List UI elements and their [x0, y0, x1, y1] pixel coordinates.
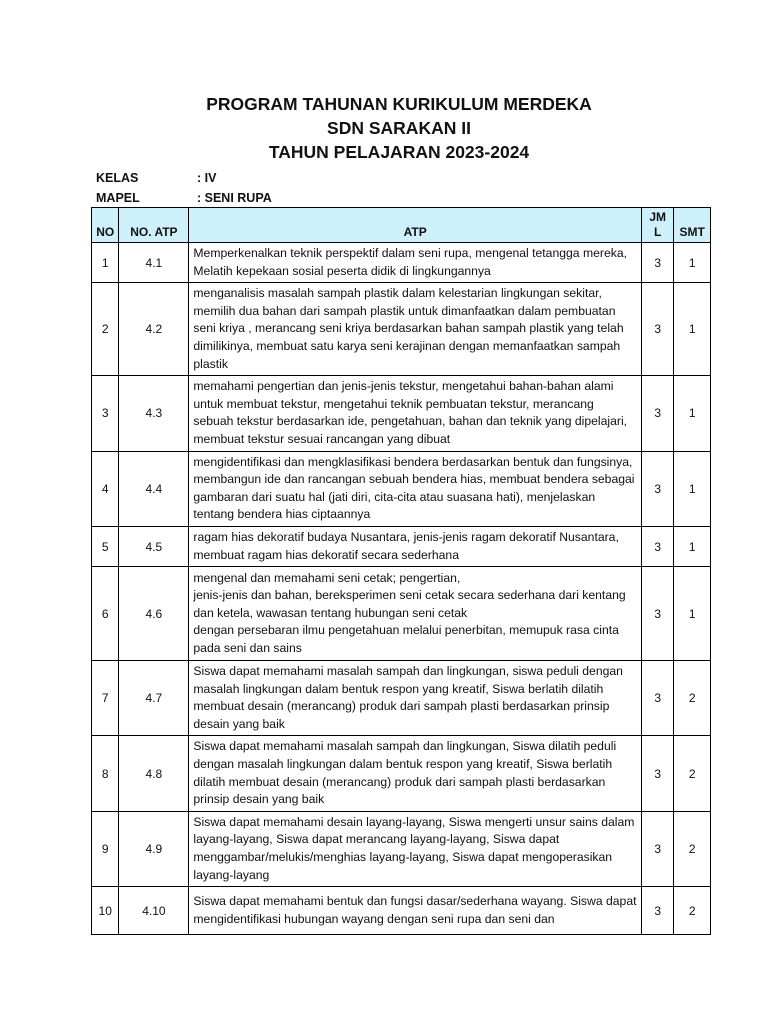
- table-row: [92, 283, 711, 376]
- row-jml-cell: 3: [641, 736, 673, 811]
- row-atp-cell: Siswa dapat memahami bentuk dan fungsi dasar/sederhana wayang. Siswa dapat mengidentifikasi hubungan wayang dengan seni rupa dan seni dan: [189, 887, 642, 935]
- row-smt-cell: 1: [674, 283, 711, 376]
- row-no-cell: 1: [92, 243, 119, 283]
- row-atp-cell: mengidentifikasi dan mengklasifikasi bendera berdasarkan bentuk dan fungsinya, membangun ide dan rancangan sebuah bendera hias, membuat bendera sebagai gambaran dari suatu hal (jati diri, cita-cita atau suasana hati), menjelaskan tentang bendera hias ciptaannya: [189, 451, 642, 526]
- table-row: [92, 567, 711, 661]
- header-jml-line2: L: [654, 225, 662, 239]
- table-row: [92, 451, 711, 526]
- row-no-cell: 8: [92, 736, 119, 811]
- row-no-cell: 7: [92, 661, 119, 736]
- row-no-atp-cell: 4.8: [119, 736, 189, 811]
- mapel-label: MAPEL: [96, 191, 140, 205]
- row-atp-cell: Siswa dapat memahami masalah sampah dan lingkungan, Siswa dilatih peduli dengan masalah lingkungan dalam bentuk respon yang kreatif, Siswa berlatih dilatih membuat desain (merancang) produk dari sampah plasti berdasarkan prinsip desain yang baik: [189, 736, 642, 811]
- row-no-cell: 6: [92, 567, 119, 661]
- row-no-cell: 5: [92, 526, 119, 566]
- row-atp-cell: Siswa dapat memahami desain layang-layang, Siswa mengerti unsur sains dalam layang-layang, Siswa dapat merancang layang-layang, Siswa dapat menggambar/melukis/menghias layang-layang, Siswa dapat mengoperasikan layang-layang: [189, 811, 642, 886]
- row-no-atp-cell: 4.7: [119, 661, 189, 736]
- table-row: [92, 887, 711, 935]
- title-line-3: TAHUN PELAJARAN 2023-2024: [268, 142, 530, 162]
- row-jml-cell: 3: [641, 451, 673, 526]
- row-smt-cell: 1: [674, 451, 711, 526]
- header-jml-line1: JM: [649, 210, 667, 224]
- row-smt-cell: 1: [674, 376, 711, 451]
- row-jml-cell: 3: [641, 283, 673, 376]
- row-atp-cell: Siswa dapat memahami masalah sampah dan lingkungan, siswa peduli dengan masalah lingkungan dalam bentuk respon yang kreatif, Siswa berlatih dilatih membuat desain (merancang) produk dari sampah plasti berdasarkan prinsip desain yang baik: [189, 661, 642, 736]
- row-smt-cell: 1: [674, 567, 711, 661]
- row-no-cell: 3: [92, 376, 119, 451]
- row-no-cell: 9: [92, 811, 119, 886]
- row-no-atp-cell: 4.3: [119, 376, 189, 451]
- kelas-value: : IV: [197, 171, 217, 185]
- row-no-cell: 2: [92, 283, 119, 376]
- row-no-atp-cell: 4.1: [119, 243, 189, 283]
- header-atp: ATP: [189, 208, 642, 243]
- program-table: [91, 207, 711, 935]
- table-row: [92, 243, 711, 283]
- row-atp-cell: ragam hias dekoratif budaya Nusantara, jenis-jenis ragam dekoratif Nusantara, membuat ragam hias dekoratif secara sederhana: [189, 526, 642, 566]
- title-line-1: PROGRAM TAHUNAN KURIKULUM MERDEKA: [206, 94, 592, 114]
- header-jml: [641, 208, 673, 243]
- row-no-atp-cell: 4.9: [119, 811, 189, 886]
- row-atp-cell: menganalisis masalah sampah plastik dalam kelestarian lingkungan sekitar, memilih dua bahan dari sampah plastik untuk dimanfaatkan dalam pembuatan seni kriya , merancang seni kriya berdasarkan bahan sampah plastik yang telah dimilikinya, membuat satu karya seni kerajinan dengan memanfaatkan sampah plastik: [189, 283, 642, 376]
- row-smt-cell: 1: [674, 243, 711, 283]
- header-no-atp: NO. ATP: [119, 208, 189, 243]
- document-title: [0, 92, 768, 164]
- row-atp-cell: mengenal dan memahami seni cetak; pengertian, jenis-jenis dan bahan, bereksperimen seni cetak secara sederhana dari kentang dan ketela, wawasan tentang hubungan seni cetak dengan persebaran ilmu pengetahuan melalui penerbitan, memupuk rasa cinta pada seni dan sains: [189, 567, 642, 661]
- row-jml-cell: 3: [641, 887, 673, 935]
- row-no-cell: 4: [92, 451, 119, 526]
- row-no-atp-cell: 4.4: [119, 451, 189, 526]
- header-no: NO: [92, 208, 119, 243]
- row-smt-cell: 2: [674, 887, 711, 935]
- table-row: [92, 661, 711, 736]
- row-jml-cell: 3: [641, 661, 673, 736]
- row-smt-cell: 2: [674, 661, 711, 736]
- kelas-label: KELAS: [96, 171, 139, 185]
- row-no-atp-cell: 4.2: [119, 283, 189, 376]
- table-row: [92, 736, 711, 811]
- title-line-2: SDN SARAKAN II: [327, 118, 471, 138]
- table-header-row: [92, 208, 711, 243]
- row-jml-cell: 3: [641, 243, 673, 283]
- table-row: [92, 376, 711, 451]
- row-no-cell: 10: [92, 887, 119, 935]
- mapel-row: [96, 191, 272, 205]
- row-no-atp-cell: 4.6: [119, 567, 189, 661]
- row-smt-cell: 2: [674, 736, 711, 811]
- row-smt-cell: 2: [674, 811, 711, 886]
- mapel-value: : SENI RUPA: [197, 191, 272, 205]
- kelas-row: [96, 171, 216, 185]
- row-jml-cell: 3: [641, 376, 673, 451]
- row-jml-cell: 3: [641, 567, 673, 661]
- row-atp-cell: Memperkenalkan teknik perspektif dalam seni rupa, mengenal tetangga mereka, Melatih kepekaan sosial peserta didik di lingkungannya: [189, 243, 642, 283]
- row-no-atp-cell: 4.10: [119, 887, 189, 935]
- row-atp-cell: memahami pengertian dan jenis-jenis tekstur, mengetahui bahan-bahan alami untuk membuat tekstur, mengetahui teknik pembuatan tekstur, merancang sebuah tekstur berdasarkan ide, pengetahuan, bahan dan teknik yang dipelajari, membuat tekstur sesuai rancangan yang dibuat: [189, 376, 642, 451]
- header-smt: SMT: [674, 208, 711, 243]
- table-row: [92, 526, 711, 566]
- row-no-atp-cell: 4.5: [119, 526, 189, 566]
- row-jml-cell: 3: [641, 526, 673, 566]
- table-row: [92, 811, 711, 886]
- row-smt-cell: 1: [674, 526, 711, 566]
- row-jml-cell: 3: [641, 811, 673, 886]
